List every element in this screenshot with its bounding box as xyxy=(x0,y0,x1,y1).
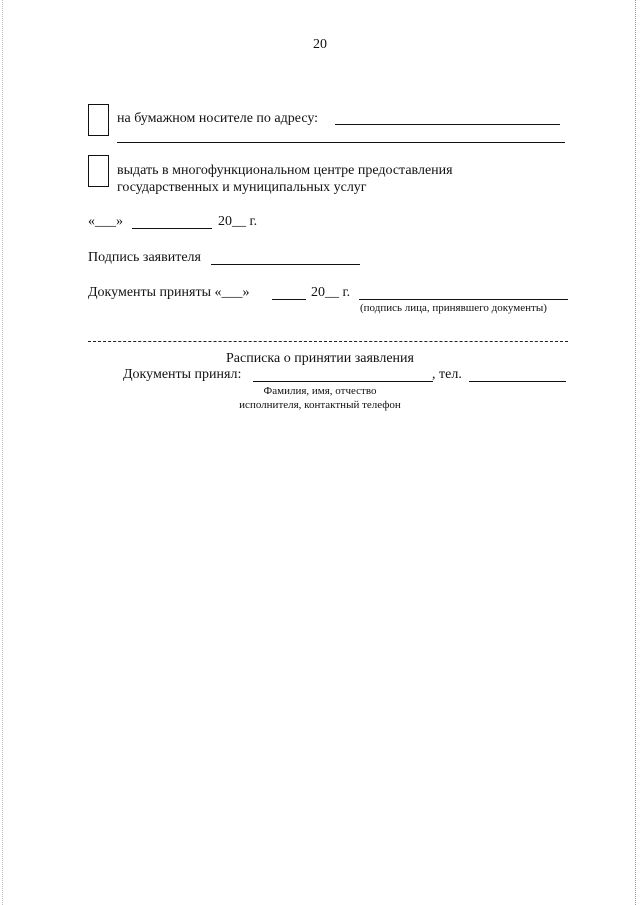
date-month-line[interactable] xyxy=(132,228,212,229)
receipt-accepted-by-label: Документы принял: xyxy=(123,367,242,382)
receipt-title: Расписка о принятии заявления xyxy=(226,351,414,366)
scan-edge-left xyxy=(2,0,3,905)
accepted-year-label: 20__ г. xyxy=(311,285,351,300)
accepted-signature-line[interactable] xyxy=(359,299,568,300)
scan-edge-right xyxy=(635,0,636,905)
receipt-phone-label: , тел. xyxy=(432,367,462,382)
documents-accepted-label: Документы приняты «___» xyxy=(88,285,250,300)
receipt-executor-line[interactable] xyxy=(253,381,433,382)
cut-line-divider xyxy=(88,341,568,342)
receipt-hint-line1: Фамилия, имя, отчество xyxy=(263,385,377,397)
date-day-field[interactable]: «___» xyxy=(88,214,123,229)
mfc-delivery-label-line1: выдать в многофункциональном центре предоставления xyxy=(117,163,453,178)
paper-delivery-checkbox[interactable] xyxy=(88,104,109,136)
accepted-month-line[interactable] xyxy=(272,299,306,300)
page-number: 20 xyxy=(313,37,327,52)
applicant-signature-line[interactable] xyxy=(211,264,360,265)
date-year-label: 20__ г. xyxy=(218,214,258,229)
applicant-signature-label: Подпись заявителя xyxy=(88,250,201,265)
accepted-signature-hint: (подпись лица, принявшего документы) xyxy=(360,302,547,314)
paper-delivery-label: на бумажном носителе по адресу: xyxy=(117,111,319,126)
address-line-2[interactable] xyxy=(117,142,565,143)
mfc-delivery-checkbox[interactable] xyxy=(88,155,109,187)
receipt-phone-line[interactable] xyxy=(469,381,566,382)
address-line-1[interactable] xyxy=(335,124,560,125)
receipt-hint-line2: исполнителя, контактный телефон xyxy=(239,399,401,411)
mfc-delivery-label-line2: государственных и муниципальных услуг xyxy=(117,180,367,195)
